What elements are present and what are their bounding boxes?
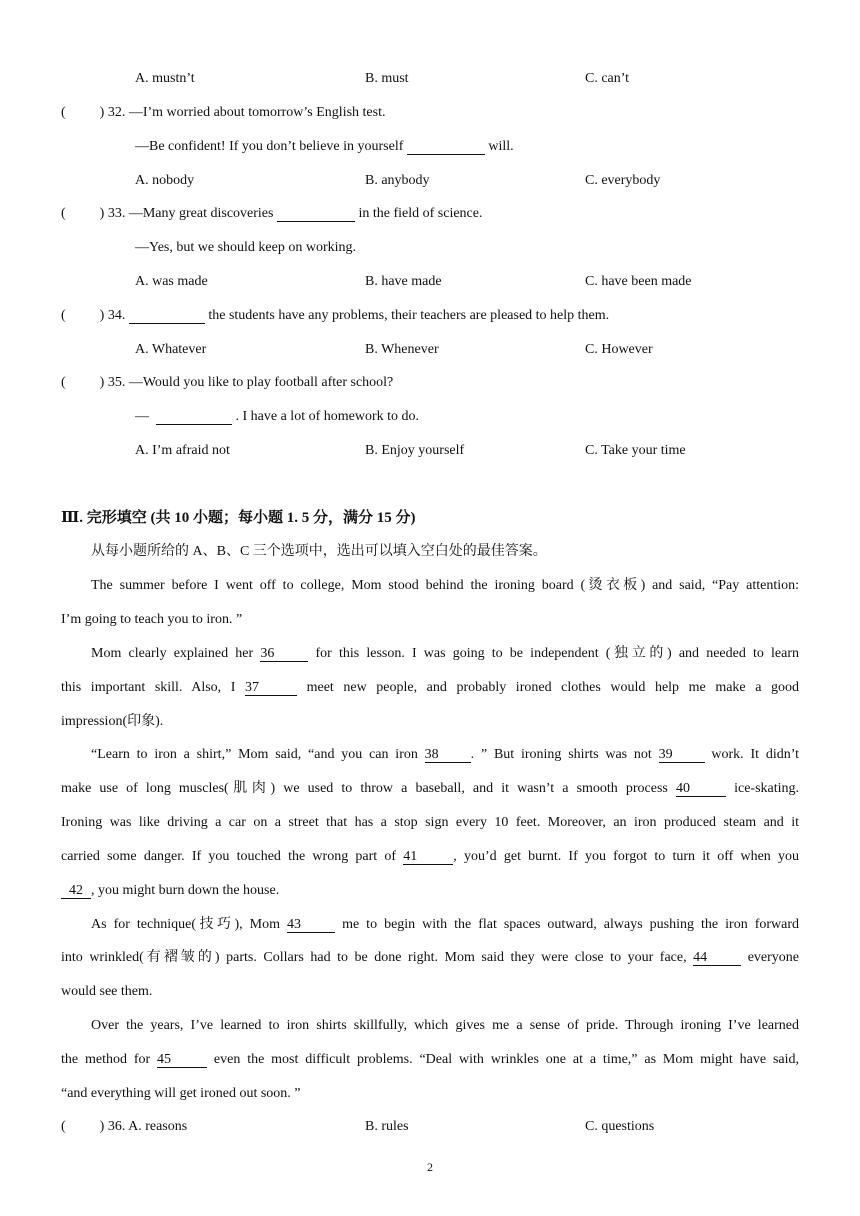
blank-36[interactable]: 36: [260, 646, 308, 662]
blank-39[interactable]: 39: [659, 747, 705, 763]
section-title-cloze: Ⅲ. 完形填空 (共 10 小题；每小题 1. 5 分，满分 15 分): [61, 510, 416, 526]
q33-answer-bracket[interactable]: ( ) 33. —Many great discoveries in the field of science.: [61, 206, 483, 221]
q36-option-a: A. reasons: [128, 1119, 188, 1134]
q35-number: 35.: [107, 375, 126, 390]
q34-number: 34.: [107, 308, 126, 323]
passage-p1-line2: I’m going to teach you to iron. ”: [61, 612, 243, 627]
passage-p4-line2: into wrinkled(有褶皱的) parts. Collars had to be done right. Mom said they were close to your face, 44 everyone: [61, 950, 800, 965]
blank-45[interactable]: 45: [157, 1052, 207, 1068]
q32-blank[interactable]: [407, 139, 485, 155]
blank-40[interactable]: 40: [676, 781, 726, 797]
q36-number: 36.: [107, 1119, 126, 1134]
q35-stem: —Would you like to play football after school?: [128, 375, 394, 390]
passage-p2-line1: Mom clearly explained her 36 for this lesson. I was going to be independent (独立的) and needed to learn: [91, 646, 800, 661]
q33-blank[interactable]: [277, 206, 355, 222]
blank-43[interactable]: 43: [287, 917, 335, 933]
q31-option-a: A. mustn’t: [135, 71, 195, 86]
passage-p5-line1: Over the years, I’ve learned to iron shirts skillfully, which gives me a sense of pride. Through ironing I’ve learned: [91, 1018, 799, 1033]
passage-p4-line3: would see them.: [61, 984, 153, 999]
blank-44[interactable]: 44: [693, 950, 741, 966]
passage-p3-line5: 42 , you might burn down the house.: [61, 882, 279, 900]
q33-option-c: C. have been made: [585, 274, 692, 289]
q35-option-a: A. I’m afraid not: [135, 443, 230, 458]
section-instruction: 从每小题所给的 A、B、C 三个选项中，选出可以填入空白处的最佳答案。: [91, 544, 547, 559]
q34-answer-bracket[interactable]: ( ) 34. the students have any problems, their teachers are pleased to help them.: [61, 308, 610, 323]
q31-option-c: C. can’t: [585, 71, 630, 86]
q33-number: 33.: [107, 206, 126, 221]
q36-option-b: B. rules: [365, 1119, 409, 1134]
q33-reply: —Yes, but we should keep on working.: [135, 240, 357, 255]
q35-reply: — . I have a lot of homework to do.: [135, 409, 420, 424]
passage-p2-line2: this important skill. Also, I 37 meet new people, and probably ironed clothes would help me make a good: [61, 680, 799, 695]
q34-option-c: C. However: [585, 342, 653, 357]
q34-blank[interactable]: [129, 308, 205, 324]
q34-option-a: A. Whatever: [135, 342, 207, 357]
q32-option-b: B. anybody: [365, 173, 430, 188]
q33-option-b: B. have made: [365, 274, 442, 289]
passage-p4-line1: As for technique(技巧), Mom 43 me to begin with the flat spaces outward, always pushing the iron forward: [91, 917, 800, 932]
blank-41[interactable]: 41: [403, 849, 453, 865]
q31-option-b: B. must: [365, 71, 409, 86]
q36-option-c: C. questions: [585, 1119, 655, 1134]
q35-blank[interactable]: [156, 409, 232, 425]
q32-answer-bracket[interactable]: ( ) 32. —I’m worried about tomorrow’s English test.: [61, 105, 386, 120]
passage-p1-line1: The summer before I went off to college, Mom stood behind the ironing board (烫衣板) and said, “Pay attention:: [91, 578, 799, 593]
q35-option-c: C. Take your time: [585, 443, 686, 458]
q34-option-b: B. Whenever: [365, 342, 439, 357]
passage-p5-line2: the method for 45 even the most difficult problems. “Deal with wrinkles one at a time,” as Mom might have said,: [61, 1052, 800, 1067]
page-number: 2: [427, 1160, 433, 1174]
passage-p5-line3: “and everything will get ironed out soon. ”: [61, 1086, 301, 1101]
passage-p2-line3: impression(印象).: [61, 714, 164, 729]
passage-p3-line3: Ironing was like driving a car on a street that has a stop sign every 10 feet. Moreover, an iron produced steam and it: [61, 815, 799, 830]
q32-option-a: A. nobody: [135, 173, 195, 188]
q33-option-a: A. was made: [135, 274, 208, 289]
blank-38[interactable]: 38: [425, 747, 471, 763]
q32-stem: —I’m worried about tomorrow’s English test.: [128, 105, 386, 120]
q32-reply: —Be confident! If you don’t believe in yourself will.: [135, 139, 514, 154]
q35-option-b: B. Enjoy yourself: [365, 443, 465, 458]
passage-p3-line2: make use of long muscles(肌肉) we used to throw a baseball, and it wasn’t a smooth process 40 ice-skating.: [61, 781, 800, 796]
q32-number: 32.: [107, 105, 126, 120]
q36-answer-bracket[interactable]: ( ) 36. A. reasons: [61, 1119, 188, 1134]
blank-37[interactable]: 37: [245, 680, 297, 696]
q32-option-c: C. everybody: [585, 173, 661, 188]
passage-p3-line4: carried some danger. If you touched the wrong part of 41 , you’d get burnt. If you forgot to turn it off when you: [61, 849, 800, 864]
blank-42[interactable]: 42: [61, 883, 91, 899]
q35-answer-bracket[interactable]: ( ) 35. —Would you like to play football after school?: [61, 375, 394, 390]
passage-p3-line1: “Learn to iron a shirt,” Mom said, “and you can iron 38 . ” But ironing shirts was not 39 work. It didn’t: [91, 747, 800, 762]
